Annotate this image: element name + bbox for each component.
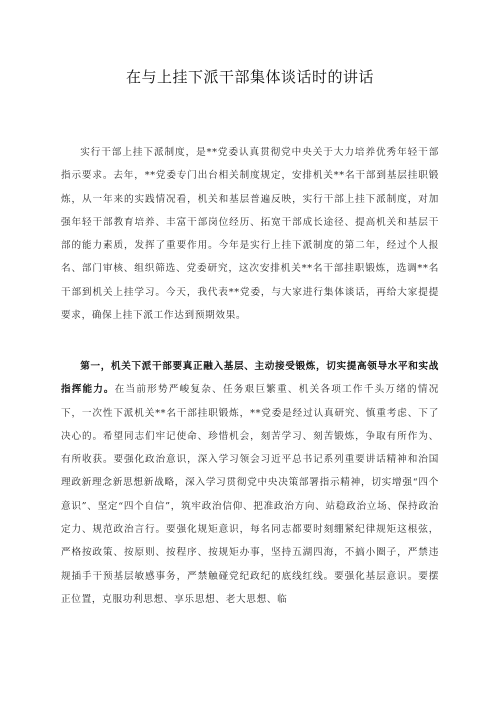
- document-title: 在与上挂下派干部集体谈话时的讲话: [125, 68, 374, 86]
- paragraph-2-body: 在当前形势严峻复杂、任务艰巨繁重、机关各项工作千头万绪的情况下，一次性下派机关**名干部挂职锻炼，**党委是经过认真研究、慎重考虑、下了决心的。希望同志们牢记使命、珍惜机会，刻苦学习、刻苦锻炼，争取有所作为、有所收获。要强化政治意识，深入学习领会习近平总书记系列重要讲话精神和治国理政新理念新思想新战略，深入学习贯彻党中央决策部署指示精神，切实增强“四个意识”、坚定“四个自信”，筑牢政治信仰、把准政治方向、站稳政治立场、保持政治定力、规范政治言行。要强化规矩意识，每名同志都要时刻绷紧纪律规矩这根弦，严格按政策、按原则、按程序、按规矩办事，坚持五湖四海，不搞小圈子，严禁违规插手干预基层敏感事务，严禁触碰党纪政纪的底线红线。要强化基层意识。要摆正位置，克服功利思想、享乐思想、老大思想、临: [61, 384, 440, 605]
- paragraph-2-lead: 第一，机关下派干部要真正融入基层、主动接受锻炼，切实提高领导水平和实战指挥能力。: [61, 361, 439, 396]
- paragraph-1: 实行干部上挂下派制度，是**党委认真贯彻党中央关于大力培养优秀年轻干部指示要求。去年，**党委专门出台相关制度规定，安排机关**名干部到基层挂职锻炼，从一年来的实践情况看，机关和基层普遍反映，实行干部上挂下派制度，对加强年轻干部教育培养、丰富干部岗位经历、拓宽干部成长途径、提高机关和基层干部的能力素质，发挥了重要作用。今年是实行上挂下派制度的第二年，经过个人报名、部门审核、组织筛选、党委研究，这次安排机关**名干部挂职锻炼，选调**名干部到机关上挂学习。今天，我代表**党委，与大家进行集体谈话，再给大家提提要求，确保上挂下派工作达到预期效果。: [61, 147, 439, 322]
- paragraph-2: [61, 355, 439, 611]
